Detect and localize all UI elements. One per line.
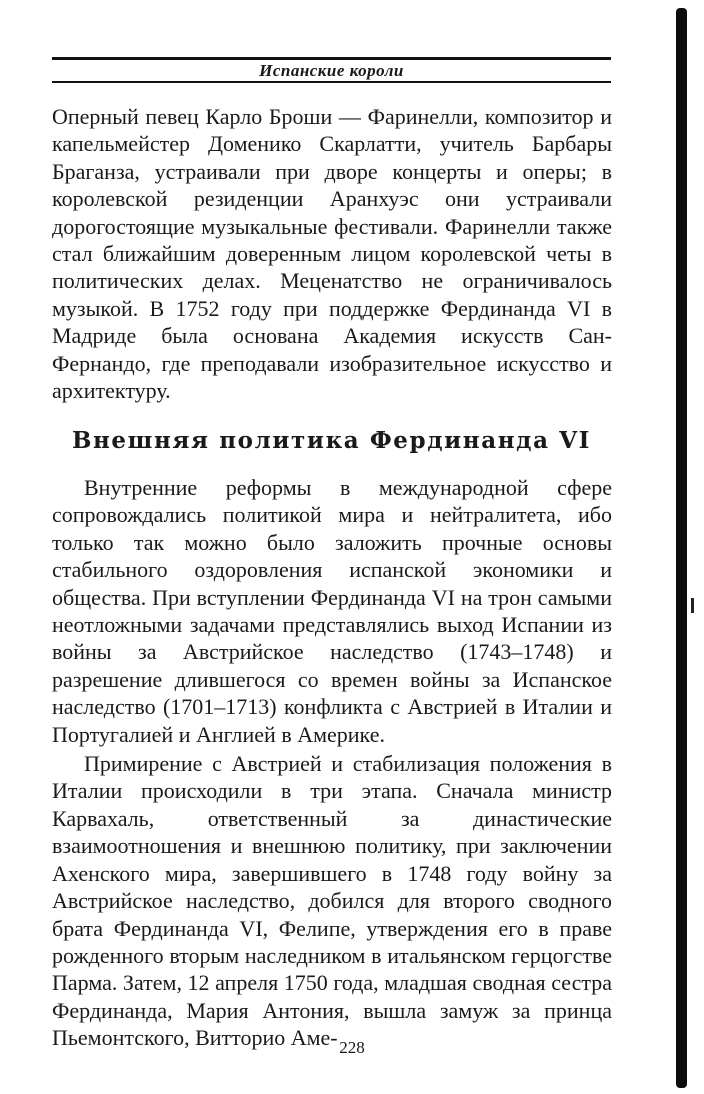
paragraph-block-2 [52,474,612,1052]
running-head: Испанские короли [259,61,404,80]
page-edge-mark [691,598,694,613]
paragraph-block-1 [52,103,612,404]
page-number: 228 [339,1038,365,1057]
paragraph-2: Внутренние реформы в международной сфере сопровождались политикой мира и нейтралитета, ибо только так можно было заложить прочные основы стабильного оздоровления испанской экономики и общества. При вступлении Фердинанда VI на трон самыми неотложными задачами представлялись выход Испании из войны за Австрийское наследство (1743–1748) и разрешение длившегося со времен войны за Испанское наследство (1701–1713) конфликта с Австрией в Италии и Португалией и Англией в Америке. [52,475,612,747]
section-heading: Внешняя политика Фердинанда VI [71,427,592,454]
header-rule-bottom [52,81,611,83]
paragraph-3: Примирение с Австрией и стабилизация положения в Италии происходили в три этапа. Сначала министр Карвахаль, ответственный за династические взаимоотношения и внешнюю политику, при заключении Ахенского мира, завершившего в 1748 году войну за Австрийское наследство, добился для второго сводного брата Фердинанда VI, Фелипе, утверждения его в праве рожденного вторым наследником в итальянском герцогстве Парма. Затем, 12 апреля 1750 года, младшая сводная сестра Фердинанда, Мария Антония, вышла замуж за принца Пьемонтского, Витторио Аме- [52,751,612,1051]
page-edge-shadow [676,8,687,1088]
paragraph-1: Оперный певец Карло Броши — Фаринелли, композитор и капельмейстер Доменико Скарлатти, учитель Барбары Браганза, устраивали при дворе концерты и оперы; в королевской резиденции Аранхуэс они устраивали дорогостоящие музыкальные фестивали. Фаринелли также стал ближайшим доверенным лицом королевской четы в политических делах. Меценатство не ограничивалось музыкой. В 1752 году при поддержке Фердинанда VI в Мадриде была основана Академия искусств Сан-Фернандо, где преподавали изобразительное искусство и архитектуру. [52,104,612,404]
